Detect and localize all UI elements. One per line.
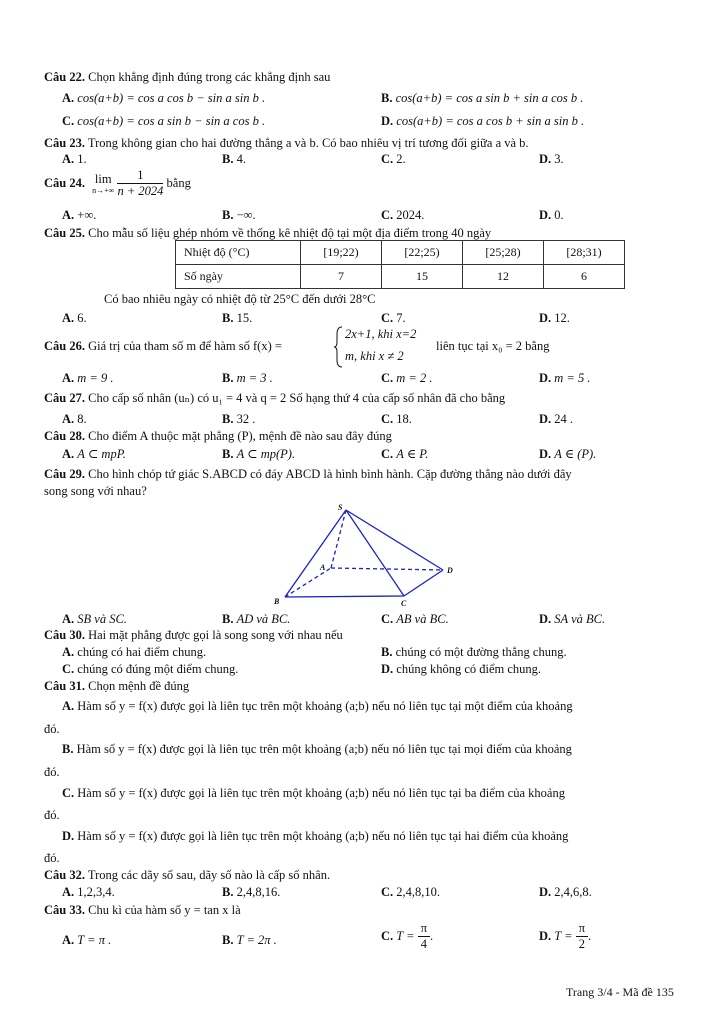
- q28-option-b[interactable]: B. A ⊂ mp(P).: [222, 447, 296, 461]
- brace-icon: [334, 326, 344, 368]
- q25-stem: Câu 25. Cho mẫu số liệu ghép nhóm về thống kê nhiệt độ tại một địa điểm trong 40 ngày: [44, 226, 492, 240]
- edge-sb: [285, 510, 346, 597]
- q26-option-a[interactable]: A. m = 9 .: [62, 371, 114, 385]
- page-footer: Trang 3/4 - Mã đề 135: [566, 985, 674, 999]
- q25-question: Có bao nhiêu ngày có nhiệt độ từ 25°C đến dưới 28°C: [104, 292, 376, 306]
- vertex-s-label: S: [338, 503, 343, 512]
- q23-option-d[interactable]: D. 3.: [539, 152, 564, 166]
- q22-option-d[interactable]: D. cos(a+b) = cos a cos b + sin a sin b .: [381, 114, 585, 128]
- q31-option-d-cont: đó.: [44, 851, 60, 865]
- q30-option-c[interactable]: C. chúng có đúng một điểm chung.: [62, 662, 239, 676]
- q24-stem: Câu 24. lim n→+∞ $\frac{1}{n + 2024}$ bằng: [44, 168, 191, 198]
- q24-option-b[interactable]: B. −∞.: [222, 208, 256, 222]
- q23-option-a[interactable]: A. 1.: [62, 152, 87, 166]
- q28-option-d[interactable]: D. A ∈ (P).: [539, 447, 597, 461]
- q33-option-a[interactable]: A. T = π .: [62, 933, 112, 947]
- q29-stem-line2: song song với nhau?: [44, 484, 147, 498]
- q27-option-d[interactable]: D. 24 .: [539, 412, 574, 426]
- q33-option-b[interactable]: B. T = 2π .: [222, 933, 277, 947]
- q29-option-c[interactable]: C. AB và BC.: [381, 612, 449, 626]
- vertex-a-label: A: [320, 563, 326, 572]
- q26-case-2: m, khi x ≠ 2: [345, 349, 404, 363]
- edge-bc: [285, 596, 404, 597]
- q26-option-d[interactable]: D. m = 5 .: [539, 371, 591, 385]
- q25-option-a[interactable]: A. 6.: [62, 311, 87, 325]
- q22-option-c[interactable]: C. cos(a+b) = cos a sin b − sin a cos b .: [62, 114, 266, 128]
- vertex-c-label: C: [401, 599, 407, 608]
- q22-option-b[interactable]: B. cos(a+b) = cos a sin b + sin a cos b .: [381, 91, 584, 105]
- q22-option-a[interactable]: A. cos(a+b) = cos a cos b − sin a sin b .: [62, 91, 266, 105]
- q31-option-d[interactable]: D. Hàm số y = f(x) được gọi là liên tục trên một khoảng (a;b) nếu nó liên tục tại hai điểm của khoảng: [62, 829, 569, 843]
- q29-option-d[interactable]: D. SA và BC.: [539, 612, 606, 626]
- q29-stem: Câu 29. Cho hình chóp tứ giác S.ABCD có đáy ABCD là hình bình hành. Cặp đường thẳng nào dưới đây: [44, 467, 572, 481]
- table-cell: 7: [301, 265, 382, 289]
- q24-option-a[interactable]: A. +∞.: [62, 208, 97, 222]
- q31-option-c[interactable]: C. Hàm số y = f(x) được gọi là liên tục trên một khoảng (a;b) nếu nó liên tục tại ba điểm của khoảng: [62, 786, 565, 800]
- table-header-temperature: Nhiệt độ (°C): [176, 241, 301, 265]
- q28-option-a[interactable]: A. A ⊂ mpP.: [62, 447, 126, 461]
- table-cell: 6: [544, 265, 625, 289]
- q26-case-1: 2x+1, khi x=2: [345, 327, 417, 341]
- table-cell: [19;22): [301, 241, 382, 265]
- q27-option-b[interactable]: B. 32 .: [222, 412, 256, 426]
- q30-option-d[interactable]: D. chúng không có điểm chung.: [381, 662, 542, 676]
- q31-stem: Câu 31. Chọn mệnh đề đúng: [44, 679, 190, 693]
- pyramid-figure: [265, 500, 465, 612]
- q31-option-a[interactable]: A. Hàm số y = f(x) được gọi là liên tục trên một khoảng (a;b) nếu nó liên tục tại một điểm của khoảng: [62, 699, 573, 713]
- q28-option-c[interactable]: C. A ∈ P.: [381, 447, 429, 461]
- q24-option-c[interactable]: C. 2024.: [381, 208, 425, 222]
- q26-option-c[interactable]: C. m = 2 .: [381, 371, 433, 385]
- q32-option-a[interactable]: A. 1,2,3,4.: [62, 885, 115, 899]
- q32-option-c[interactable]: C. 2,4,8,10.: [381, 885, 441, 899]
- q26-tail: liên tục tại x₀ = 2 bằng: [436, 339, 550, 353]
- fraction: $\frac{1}{n + 2024}$: [117, 168, 164, 198]
- q30-option-a[interactable]: A. chúng có hai điểm chung.: [62, 645, 207, 659]
- q23-stem: Câu 23. Trong không gian cho hai đường thẳng a và b. Có bao nhiêu vị trí tương đối giữa a và b.: [44, 136, 529, 150]
- q26-stem: Câu 26. Giá trị của tham số m để hàm số f(x) =: [44, 339, 282, 353]
- q23-option-c[interactable]: C. 2.: [381, 152, 406, 166]
- q31-option-b-cont: đó.: [44, 765, 60, 779]
- q27-option-a[interactable]: A. 8.: [62, 412, 87, 426]
- q32-stem: Câu 32. Trong các dãy số sau, dãy số nào là cấp số nhân.: [44, 868, 331, 882]
- q31-option-c-cont: đó.: [44, 808, 60, 822]
- edge-sd: [346, 510, 443, 570]
- q25-option-b[interactable]: B. 15.: [222, 311, 253, 325]
- q30-stem: Câu 30. Hai mặt phẳng được gọi là song song với nhau nếu: [44, 628, 343, 642]
- q33-option-d[interactable]: D. T = $\frac{\pi}{2}$ .: [539, 921, 592, 951]
- temperature-table: [175, 240, 625, 289]
- q30-option-b[interactable]: B. chúng có một đường thẳng chung.: [381, 645, 567, 659]
- vertex-b-label: B: [274, 597, 280, 606]
- edge-sc: [346, 510, 404, 596]
- q24-option-d[interactable]: D. 0.: [539, 208, 564, 222]
- q25-option-d[interactable]: D. 12.: [539, 311, 570, 325]
- table-cell: 15: [382, 265, 463, 289]
- q22-stem: Câu 22. Chọn khẳng định đúng trong các khẳng định sau: [44, 70, 331, 84]
- lim-subscript: n→+∞: [92, 185, 115, 195]
- q32-option-d[interactable]: D. 2,4,6,8.: [539, 885, 592, 899]
- q33-stem: Câu 33. Chu kì của hàm số y = tan x là: [44, 903, 241, 917]
- q33-option-c[interactable]: C. T = $\frac{\pi}{4}$ .: [381, 921, 434, 951]
- q27-stem: Câu 27. Cho cấp số nhân (uₙ) có u₁ = 4 và q = 2 Số hạng thứ 4 của cấp số nhân đã cho bằng: [44, 391, 506, 405]
- q27-option-c[interactable]: C. 18.: [381, 412, 412, 426]
- q25-option-c[interactable]: C. 7.: [381, 311, 406, 325]
- edge-cd: [404, 570, 443, 596]
- vertex-d-label: D: [447, 566, 453, 575]
- q23-option-b[interactable]: B. 4.: [222, 152, 246, 166]
- q28-stem: Câu 28. Cho điểm A thuộc mặt phẳng (P), mệnh đề nào sau đây đúng: [44, 429, 392, 443]
- table-cell: 12: [463, 265, 544, 289]
- lim-symbol: lim: [94, 171, 112, 186]
- q29-option-b[interactable]: B. AD và BC.: [222, 612, 291, 626]
- edge-sa: [331, 510, 346, 568]
- edge-ab: [285, 568, 331, 597]
- q31-option-b[interactable]: B. Hàm số y = f(x) được gọi là liên tục trên một khoảng (a;b) nếu nó liên tục tại mọi điểm của khoảng: [62, 742, 572, 756]
- table-cell: [22;25): [382, 241, 463, 265]
- table-cell: [28;31): [544, 241, 625, 265]
- q29-option-a[interactable]: A. SB và SC.: [62, 612, 127, 626]
- q32-option-b[interactable]: B. 2,4,8,16.: [222, 885, 281, 899]
- q26-option-b[interactable]: B. m = 3 .: [222, 371, 273, 385]
- q31-option-a-cont: đó.: [44, 722, 60, 736]
- table-header-days: Số ngày: [176, 265, 301, 289]
- table-cell: [25;28): [463, 241, 544, 265]
